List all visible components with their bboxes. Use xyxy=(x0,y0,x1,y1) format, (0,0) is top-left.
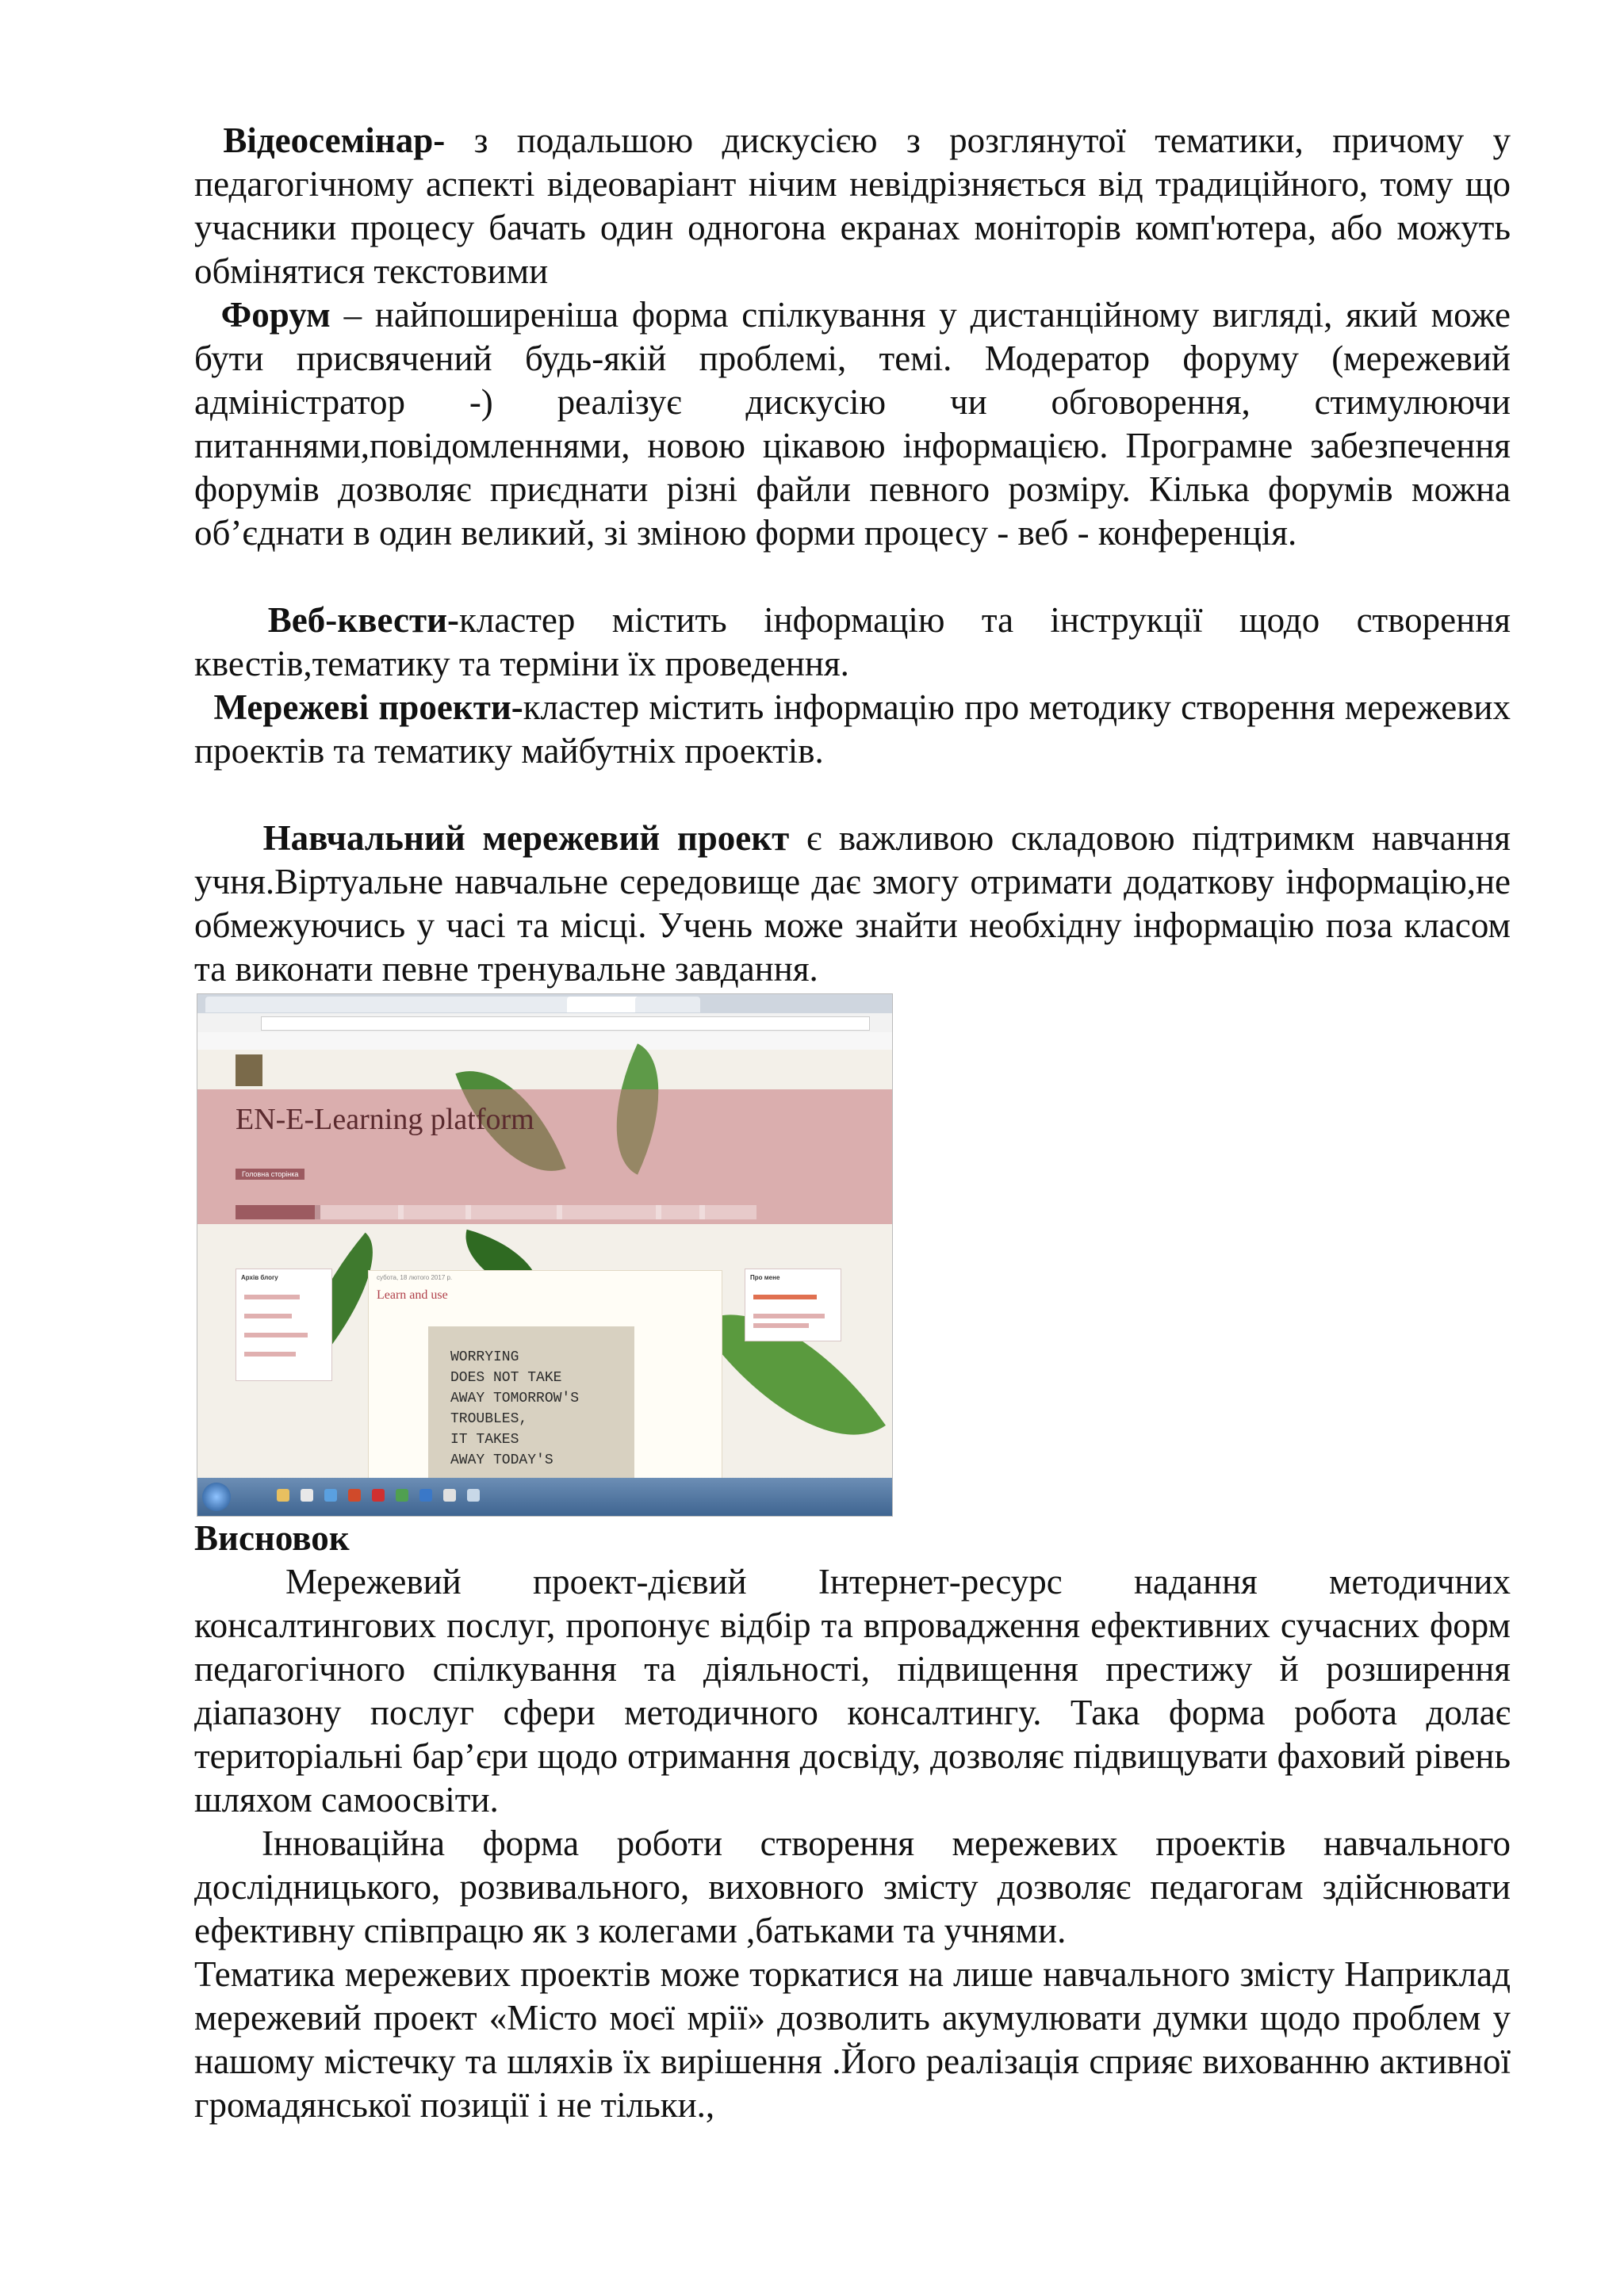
archive-line xyxy=(244,1333,308,1337)
about-widget xyxy=(745,1269,841,1341)
blog-nav-item xyxy=(465,1205,562,1219)
browser-tab-active xyxy=(567,997,640,1012)
blog-nav-item xyxy=(656,1205,705,1219)
about-line xyxy=(753,1314,825,1318)
start-button-icon xyxy=(202,1483,231,1511)
taskbar-app-icon xyxy=(443,1489,456,1502)
blog-home-link: Головна сторінка xyxy=(236,1169,304,1180)
taskbar-app-icon xyxy=(348,1489,361,1502)
poster-quote: WORRYING DOES NOT TAKE AWAY TOMORROW'S TROUBLES, IT TAKES AWAY TODAY'S xyxy=(450,1349,580,1468)
text-forum: – найпоширеніша форма спілкування у дистанційному вигляді, який може бути присвячений будь-якій проблемі, темі. Модератор форуму (мережевий адміністратор -) реалізує дискусію чи обговорення, стимулюючи питаннями,повідомленнями, новою цікавою інформацією. Програмне забезпечення форумів дозволяє приєднати різні файли певного розміру. Кілька форумів можна об’єднати в один великий, зі зміною форми процесу - веб - конференція. xyxy=(194,295,1511,553)
text-edu-project: є важливою складовою підтримкм навчання учня.Віртуальне навчальне середовище дає змогу отримати додаткову інформацію,не обмежуючись у часі та місці. Учень може знайти необхідну інформацію поза класом та виконати певне тренувальне завдання. xyxy=(194,818,1511,989)
conclusion-paragraph-3: Тематика мережевих проектів може торкатися на лише навчального змісту Наприклад мережевий проект «Місто моєї мрії» дозволить акумулювати думки щодо проблем у нашому містечку та шляхів їх вирішення .Його реалізація сприяє вихованню активної громадянської позиції і не тільки., xyxy=(194,1954,1511,2125)
taskbar-app-icon xyxy=(467,1489,480,1502)
archive-widget-title: Архів блогу xyxy=(241,1274,278,1281)
paragraph-netprojects xyxy=(194,686,1511,773)
conclusion-paragraph-2: Інноваційна форма роботи створення мережевих проектів навчального дослідницького, розвивального, виховного змісту дозволяє педагогам здійснювати ефективну співпрацю як з колегами ,батьками та учнями. xyxy=(194,1823,1511,1950)
term-forum: Форум xyxy=(220,295,331,335)
about-widget-title: Про мене xyxy=(750,1274,780,1281)
paragraph-videoseminar xyxy=(194,119,1511,293)
term-netprojects: Мережеві проекти- xyxy=(213,687,523,727)
browser-tab xyxy=(205,997,270,1012)
blog-nav-item xyxy=(557,1205,661,1219)
archive-line xyxy=(244,1314,292,1318)
text-webquest: кластер містить інформацію та інструкції щодо створення квестів,тематику та терміни їх проведення. xyxy=(194,600,1511,683)
term-webquest: Веб-квести- xyxy=(267,600,459,640)
browser-address-bar xyxy=(197,1013,892,1033)
taskbar-app-icon xyxy=(277,1489,289,1502)
blog-avatar xyxy=(236,1054,262,1086)
about-line xyxy=(753,1295,817,1299)
browser-tab xyxy=(635,997,700,1012)
archive-line xyxy=(244,1352,296,1357)
blogger-navbar xyxy=(197,1032,892,1050)
text-netprojects: кластер містить інформацію про методику створення мережевих проектів та тематику майбутніх проектів. xyxy=(194,687,1511,771)
blog-nav-item xyxy=(699,1205,756,1219)
paragraph-edu-project xyxy=(194,817,1511,991)
term-edu-project: Навчальний мережевий проект xyxy=(262,818,790,858)
browser-tab xyxy=(446,997,511,1012)
blog-nav-item xyxy=(315,1205,404,1219)
conclusion-paragraph-1: Мережевий проект-дієвий Інтернет-ресурс надання методичних консалтингових послуг, пропонує відбір та впровадження ефективних сучасних форм педагогічного спілкування та діяльності, підвищення престижу й розширення діапазону послуг сфери методичного консалтингу. Така форма робота долає територіальні бар’єри щодо отримання досвіду, дозволяє підвищувати фаховий рівень шляхом самоосвіти. xyxy=(194,1562,1511,1820)
conclusion-heading: Висновок xyxy=(194,1518,350,1558)
blog-screenshot xyxy=(197,993,893,1517)
windows-taskbar xyxy=(197,1478,892,1516)
browser-tab xyxy=(326,997,391,1012)
paragraph-forum xyxy=(194,293,1511,555)
post-date: субота, 18 лютого 2017 р. xyxy=(377,1274,453,1281)
post-title: Learn and use xyxy=(377,1288,448,1302)
browser-tab-bar xyxy=(197,994,892,1013)
blog-nav-item xyxy=(236,1205,320,1219)
url-field xyxy=(261,1016,870,1031)
text-videoseminar: з подальшою дискусією з розглянутої тематики, причому у педагогічному аспекті відеоваріант нічим невідрізняється від традиційного, тому що учасники процесу бачать один одногона екранах моніторів комп'ютера, або можуть обмінятися текстовими xyxy=(194,121,1511,291)
archive-widget xyxy=(236,1269,332,1381)
blog-nav xyxy=(236,1205,870,1221)
about-line xyxy=(753,1323,809,1328)
archive-line xyxy=(244,1295,300,1299)
blog-post xyxy=(368,1270,722,1502)
blog-title: EN-E-Learning platform xyxy=(236,1103,534,1136)
taskbar-app-icon xyxy=(301,1489,313,1502)
taskbar-app-icon xyxy=(396,1489,408,1502)
browser-tab xyxy=(266,997,331,1012)
taskbar-app-icon xyxy=(372,1489,385,1502)
paragraph-webquest xyxy=(194,599,1511,686)
blog-nav-item xyxy=(398,1205,471,1219)
browser-tab xyxy=(507,997,572,1012)
browser-tab xyxy=(386,997,451,1012)
taskbar-app-icon xyxy=(419,1489,432,1502)
term-videoseminar: Відеосемінар- xyxy=(223,121,446,160)
taskbar-app-icon xyxy=(324,1489,337,1502)
